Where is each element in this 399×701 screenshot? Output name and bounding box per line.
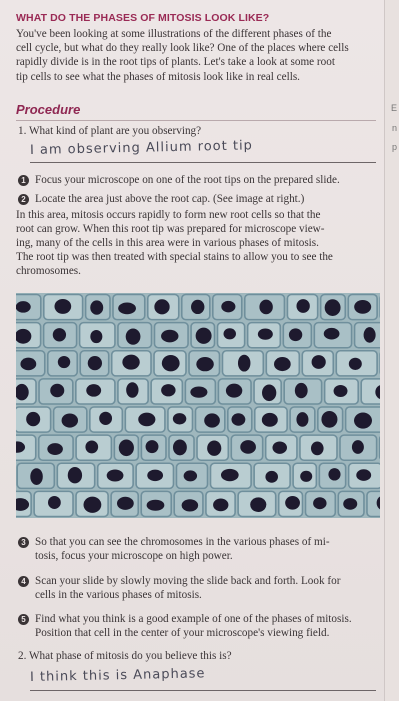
nucleus [126,329,141,345]
nucleus [191,300,204,314]
nucleus [196,328,212,344]
nucleus [352,440,364,454]
procedure-title: Procedure [16,102,81,117]
nucleus [274,357,291,371]
nucleus [196,357,213,371]
nucleus [190,387,207,398]
nucleus [20,358,36,371]
nucleus [161,330,178,343]
body-line: In this area, mitosis occurs rapidly to form new root cells so that the [16,209,321,221]
nucleus [325,299,341,316]
step-3 [18,535,378,563]
nucleus [204,413,220,427]
step-5-number: 5 [18,614,29,625]
nucleus [240,440,256,454]
body-paragraph [16,208,382,278]
nucleus [349,358,362,370]
root-tip-micrograph [16,293,380,518]
intro-line: rapidly divide is in the root tips of plants. Let's take a look at some root [16,56,335,69]
step-4-number: 4 [18,576,29,587]
nucleus [161,384,175,396]
nucleus [334,385,348,397]
body-line: chromosomes. [16,265,81,277]
nucleus [118,303,136,315]
nucleus [62,413,78,427]
nucleus [30,468,43,485]
nucleus [119,439,134,456]
nucleus [296,412,308,427]
nucleus [259,300,272,315]
answer-2-line [30,690,376,691]
nucleus [354,300,371,314]
nucleus [354,413,372,429]
nucleus [311,442,324,456]
nucleus [53,328,66,341]
nucleus [86,384,101,397]
intro-line: You've been looking at some illustrations of the different phases of the [16,28,332,40]
nucleus [107,469,124,481]
nucleus [364,327,376,343]
nucleus [238,355,250,372]
nucleus [147,470,163,482]
nucleus [258,328,273,339]
nucleus [262,384,276,401]
nucleus [356,469,371,481]
nucleus [173,413,186,424]
step-3-line: tosis, focus your microscope on high power. [35,550,233,562]
nucleus [226,384,242,398]
adjacent-page-edge [384,0,399,701]
nucleus [295,383,308,398]
nucleus [213,498,228,511]
answer-1-line [30,162,376,163]
nucleus [182,499,199,511]
nucleus [122,355,139,370]
nucleus [68,467,82,483]
edge-char: E [390,103,397,113]
nucleus [321,411,337,428]
handwritten-answer-1: I am observing Allium root tip [29,138,254,158]
step-5-line: Position that cell in the center of your microscope's viewing field. [35,627,330,639]
nucleus [138,413,155,427]
nucleus [90,300,103,314]
body-line: root can grow. When this root tip was prepared for microscope view- [16,223,325,235]
nucleus [90,330,102,343]
step-5 [18,612,378,640]
step-1-text: Focus your microscope on one of the root tips on the prepared slide. [35,174,340,186]
nucleus [207,440,221,455]
step-4-line: Scan your slide by slowly moving the slide back and forth. Look for [35,575,341,587]
nucleus [328,468,340,480]
intro-line: tip cells to see what the phases of mitosis look like in real cells. [16,70,300,83]
nucleus [154,299,169,314]
nucleus [313,497,326,509]
nucleus [231,413,245,425]
nucleus [343,498,357,510]
nucleus [262,413,278,427]
nucleus [99,412,112,425]
nucleus [162,355,180,371]
procedure-rule [16,120,376,121]
handwritten-answer-2: I think this is Anaphase [29,666,206,685]
body-line: The root tip was then treated with special stains to allow you to see the [16,251,333,263]
nucleus [126,382,138,397]
nucleus [221,301,235,312]
step-3-line: So that you can see the chromosomes in the various phases of mi- [35,536,330,548]
question-2: 2. What phase of mitosis do you believe this is? [18,650,232,662]
nucleus [85,440,98,453]
step-4-line: cells in the various phases of mitosis. [35,589,202,601]
intro-paragraph [16,27,382,84]
edge-char: p [391,142,397,152]
nucleus [88,356,102,370]
nucleus [224,328,236,339]
nucleus [184,470,197,481]
nucleus [147,500,165,511]
nucleus [272,442,287,454]
step-1-number: 1 [18,175,29,186]
nucleus [117,497,134,510]
nucleus [54,299,71,314]
nucleus [173,439,187,455]
intro-line: cell cycle, but what do they really look like? One of the places where cells [16,42,349,55]
step-1 [18,173,378,187]
nucleus [312,355,326,369]
nucleus [47,443,63,455]
nucleus [324,328,340,340]
step-3-number: 3 [18,537,29,548]
step-2-text: Locate the area just above the root cap. (See image at right.) [35,193,305,205]
nucleus [48,496,61,509]
nucleus [16,301,31,312]
edge-char: n [391,123,397,133]
nucleus [265,471,278,483]
micrograph-cells [16,293,380,518]
page-heading: WHAT DO THE PHASES OF MITOSIS LOOK LIKE? [16,12,270,24]
nucleus [300,471,312,482]
nucleus [296,299,309,313]
nucleus [289,328,302,341]
nucleus [58,356,70,368]
nucleus [146,440,159,453]
nucleus [250,497,266,512]
step-2 [18,192,378,206]
nucleus [285,496,300,510]
step-2-number: 2 [18,194,29,205]
step-4 [18,574,378,602]
body-line: ing, many of the cells in this area were in various phases of mitosis. [16,237,319,249]
nucleus [83,497,101,513]
question-1: 1. What kind of plant are you observing? [18,125,202,137]
nucleus [26,412,40,426]
nucleus [221,469,239,481]
step-5-line: Find what you think is a good example of one of the phases of mitosis. [35,613,352,625]
nucleus [50,384,64,398]
